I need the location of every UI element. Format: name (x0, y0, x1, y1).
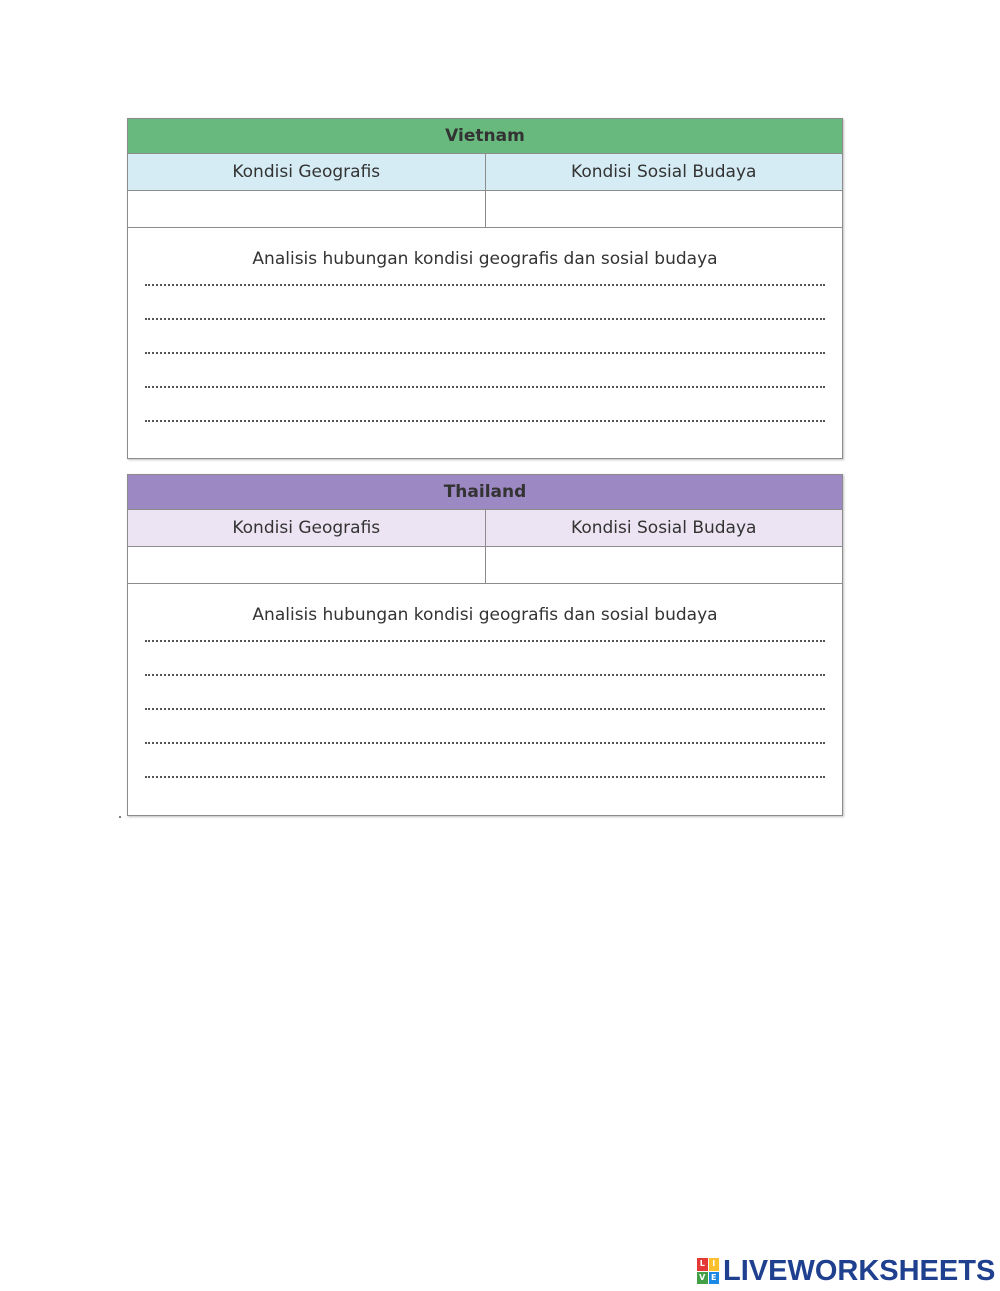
column-sosial-budaya: Kondisi Sosial Budaya (485, 510, 843, 546)
brand-text: LIVEWORKSHEETS (723, 1254, 996, 1287)
liveworksheets-logo (697, 1256, 995, 1286)
answer-cell-sosial-budaya[interactable] (485, 547, 843, 583)
logo-letter: I (709, 1258, 720, 1271)
answer-line[interactable] (145, 640, 825, 642)
answer-line[interactable] (145, 708, 825, 710)
analysis-title: Analisis hubungan kondisi geografis dan sosial budaya (252, 605, 718, 625)
country-header: Thailand (128, 475, 842, 510)
answer-line[interactable] (145, 420, 825, 422)
column-header-row (128, 154, 842, 191)
vietnam-table (127, 118, 843, 459)
stray-dot (119, 816, 121, 818)
analysis-title: Analisis hubungan kondisi geografis dan sosial budaya (252, 249, 718, 269)
answer-line[interactable] (145, 284, 825, 286)
answer-line[interactable] (145, 742, 825, 744)
answer-cell-geografis[interactable] (128, 547, 485, 583)
thailand-table (127, 474, 843, 816)
column-geografis: Kondisi Geografis (232, 162, 381, 182)
answer-line[interactable] (145, 776, 825, 778)
brand-logo-icon (697, 1258, 719, 1284)
answer-line[interactable] (145, 352, 825, 354)
country-header: Vietnam (128, 119, 842, 154)
answer-row (128, 547, 842, 584)
analysis-section (128, 248, 842, 422)
answer-row (128, 191, 842, 228)
logo-letter: E (709, 1272, 720, 1285)
answer-cell-geografis[interactable] (128, 191, 485, 227)
analysis-section (128, 604, 842, 778)
answer-line[interactable] (145, 318, 825, 320)
answer-line[interactable] (145, 386, 825, 388)
logo-letter: L (697, 1258, 708, 1271)
column-sosial-budaya: Kondisi Sosial Budaya (485, 154, 843, 190)
answer-line[interactable] (145, 674, 825, 676)
logo-letter: V (697, 1272, 708, 1285)
column-header-row (128, 510, 842, 547)
column-geografis: Kondisi Geografis (232, 518, 381, 538)
answer-cell-sosial-budaya[interactable] (485, 191, 843, 227)
